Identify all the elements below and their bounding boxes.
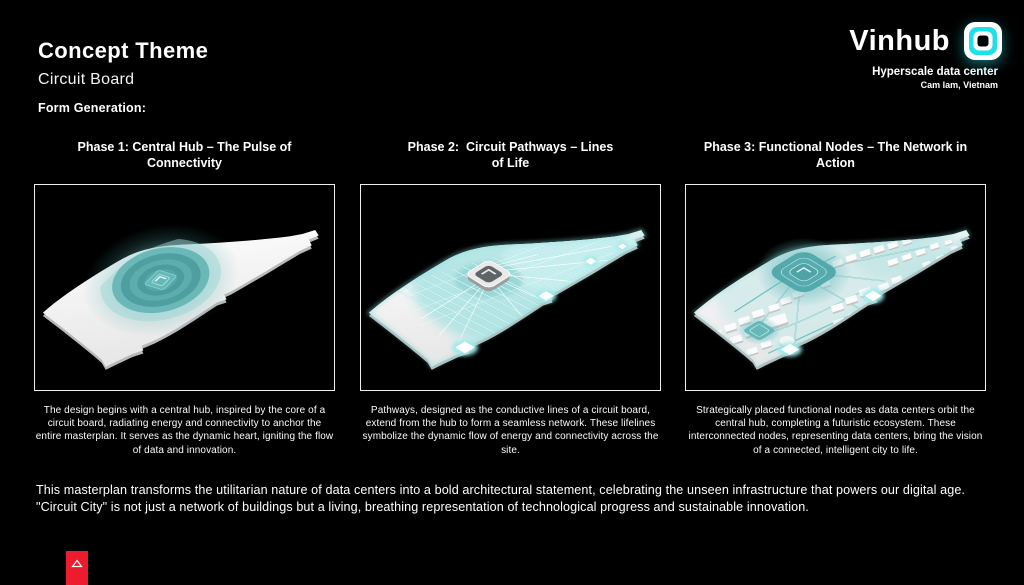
- phase-3-render: [685, 184, 986, 391]
- vinhub-logo-icon: [962, 20, 1004, 62]
- brand-tagline: Hyperscale data center: [872, 66, 998, 78]
- page-subtitle: Circuit Board: [38, 71, 135, 88]
- phase-1-title: Phase 1: Central Hub – The Pulse of Connectivity: [77, 140, 292, 171]
- header: [38, 38, 208, 115]
- phase-3-title: Phase 3: Functional Nodes – The Network in Action: [703, 140, 968, 171]
- phase-2-render: [360, 184, 661, 391]
- brand-block: [849, 20, 1004, 90]
- phase-1-image: [35, 185, 334, 390]
- phase-2-title: Phase 2: Circuit Pathways – Lines of Life: [407, 140, 614, 171]
- summary-paragraph: This masterplan transforms the utilitarian nature of data centers into a bold architectural statement, celebrating the unseen infrastructure that powers our digital age. "Circuit City" is not just a network of buildings but a living, breathing representation of technological progress and sustainable innovation.: [36, 483, 966, 514]
- phase-2-column: [360, 139, 661, 457]
- phase-1-column: [34, 139, 335, 457]
- phase-2-description: Pathways, designed as the conductive lines of a circuit board, extend from the hub to form a seamless network. These lifelines symbolize the dynamic flow of energy and connectivity across the site.: [362, 405, 659, 456]
- page-title: Concept Theme: [38, 38, 209, 63]
- triangle-up-icon: [71, 559, 83, 568]
- phase-3-column: [685, 139, 986, 457]
- phase-2-image: [361, 185, 660, 390]
- section-label: Form Generation:: [38, 101, 147, 115]
- phase-1-description: The design begins with a central hub, inspired by the core of a circuit board, radiating energy and connectivity to anchor the entire masterplan. It serves as the dynamic heart, igniting the flow of data and innovation.: [35, 405, 334, 456]
- brand-location: Cam lam, Vietnam: [920, 80, 998, 90]
- brand-name: Vinhub: [849, 24, 950, 57]
- phase-1-render: [34, 184, 335, 391]
- phase-3-description: Strategically placed functional nodes as data centers orbit the central hub, completing a futuristic ecosystem. These interconnected nodes, representing data centers, bring the vision of a connected, intelligent city to life.: [688, 405, 983, 456]
- vin-red-tab: [66, 551, 88, 585]
- phase-3-image: [686, 185, 985, 390]
